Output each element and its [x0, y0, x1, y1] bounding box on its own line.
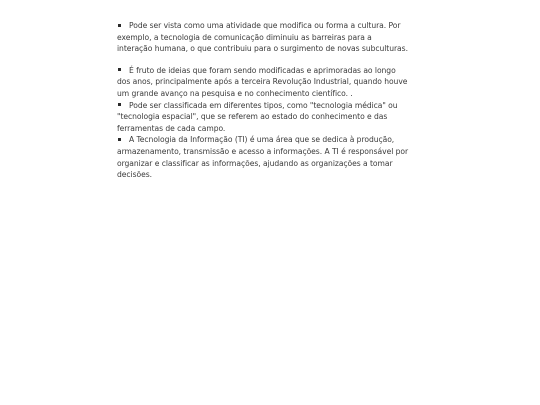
bullet-icon — [118, 103, 121, 106]
bullet-icon — [118, 138, 121, 141]
list-item-text: A Tecnologia da Informação (TI) é uma área que se dedica à produção, armazenamento, transmissão e acesso a informações. A TI é responsável por organizar e classificar as informações, ajudando as organizações a tomar decisões. — [117, 135, 409, 180]
list-item-text: Pode ser vista como uma atividade que modifica ou forma a cultura. Por exemplo, a tecnologia de comunicação diminuiu as barreiras para a interação humana, o que contribuiu para o surgimento de novas subculturas. — [117, 21, 408, 54]
list-item-text: É fruto de ideias que foram sendo modificadas e aprimoradas ao longo dos anos, principalmente após a terceira Revolução Industrial, quando houve um grande avanço na pesquisa e no conhecimento científico. . — [117, 65, 408, 98]
list-item — [117, 134, 429, 180]
list-item — [117, 100, 409, 135]
list-item — [117, 65, 409, 100]
bullet-icon — [118, 24, 121, 27]
document-body — [117, 20, 429, 181]
bullet-icon — [118, 68, 121, 71]
list-item-text: Pode ser classificada em diferentes tipos, como "tecnologia médica" ou "tecnologia espacial", que se referem ao estado do conhecimento e das ferramentas de cada campo. — [117, 100, 398, 133]
list-item — [117, 20, 409, 55]
bullet-list — [117, 20, 429, 181]
